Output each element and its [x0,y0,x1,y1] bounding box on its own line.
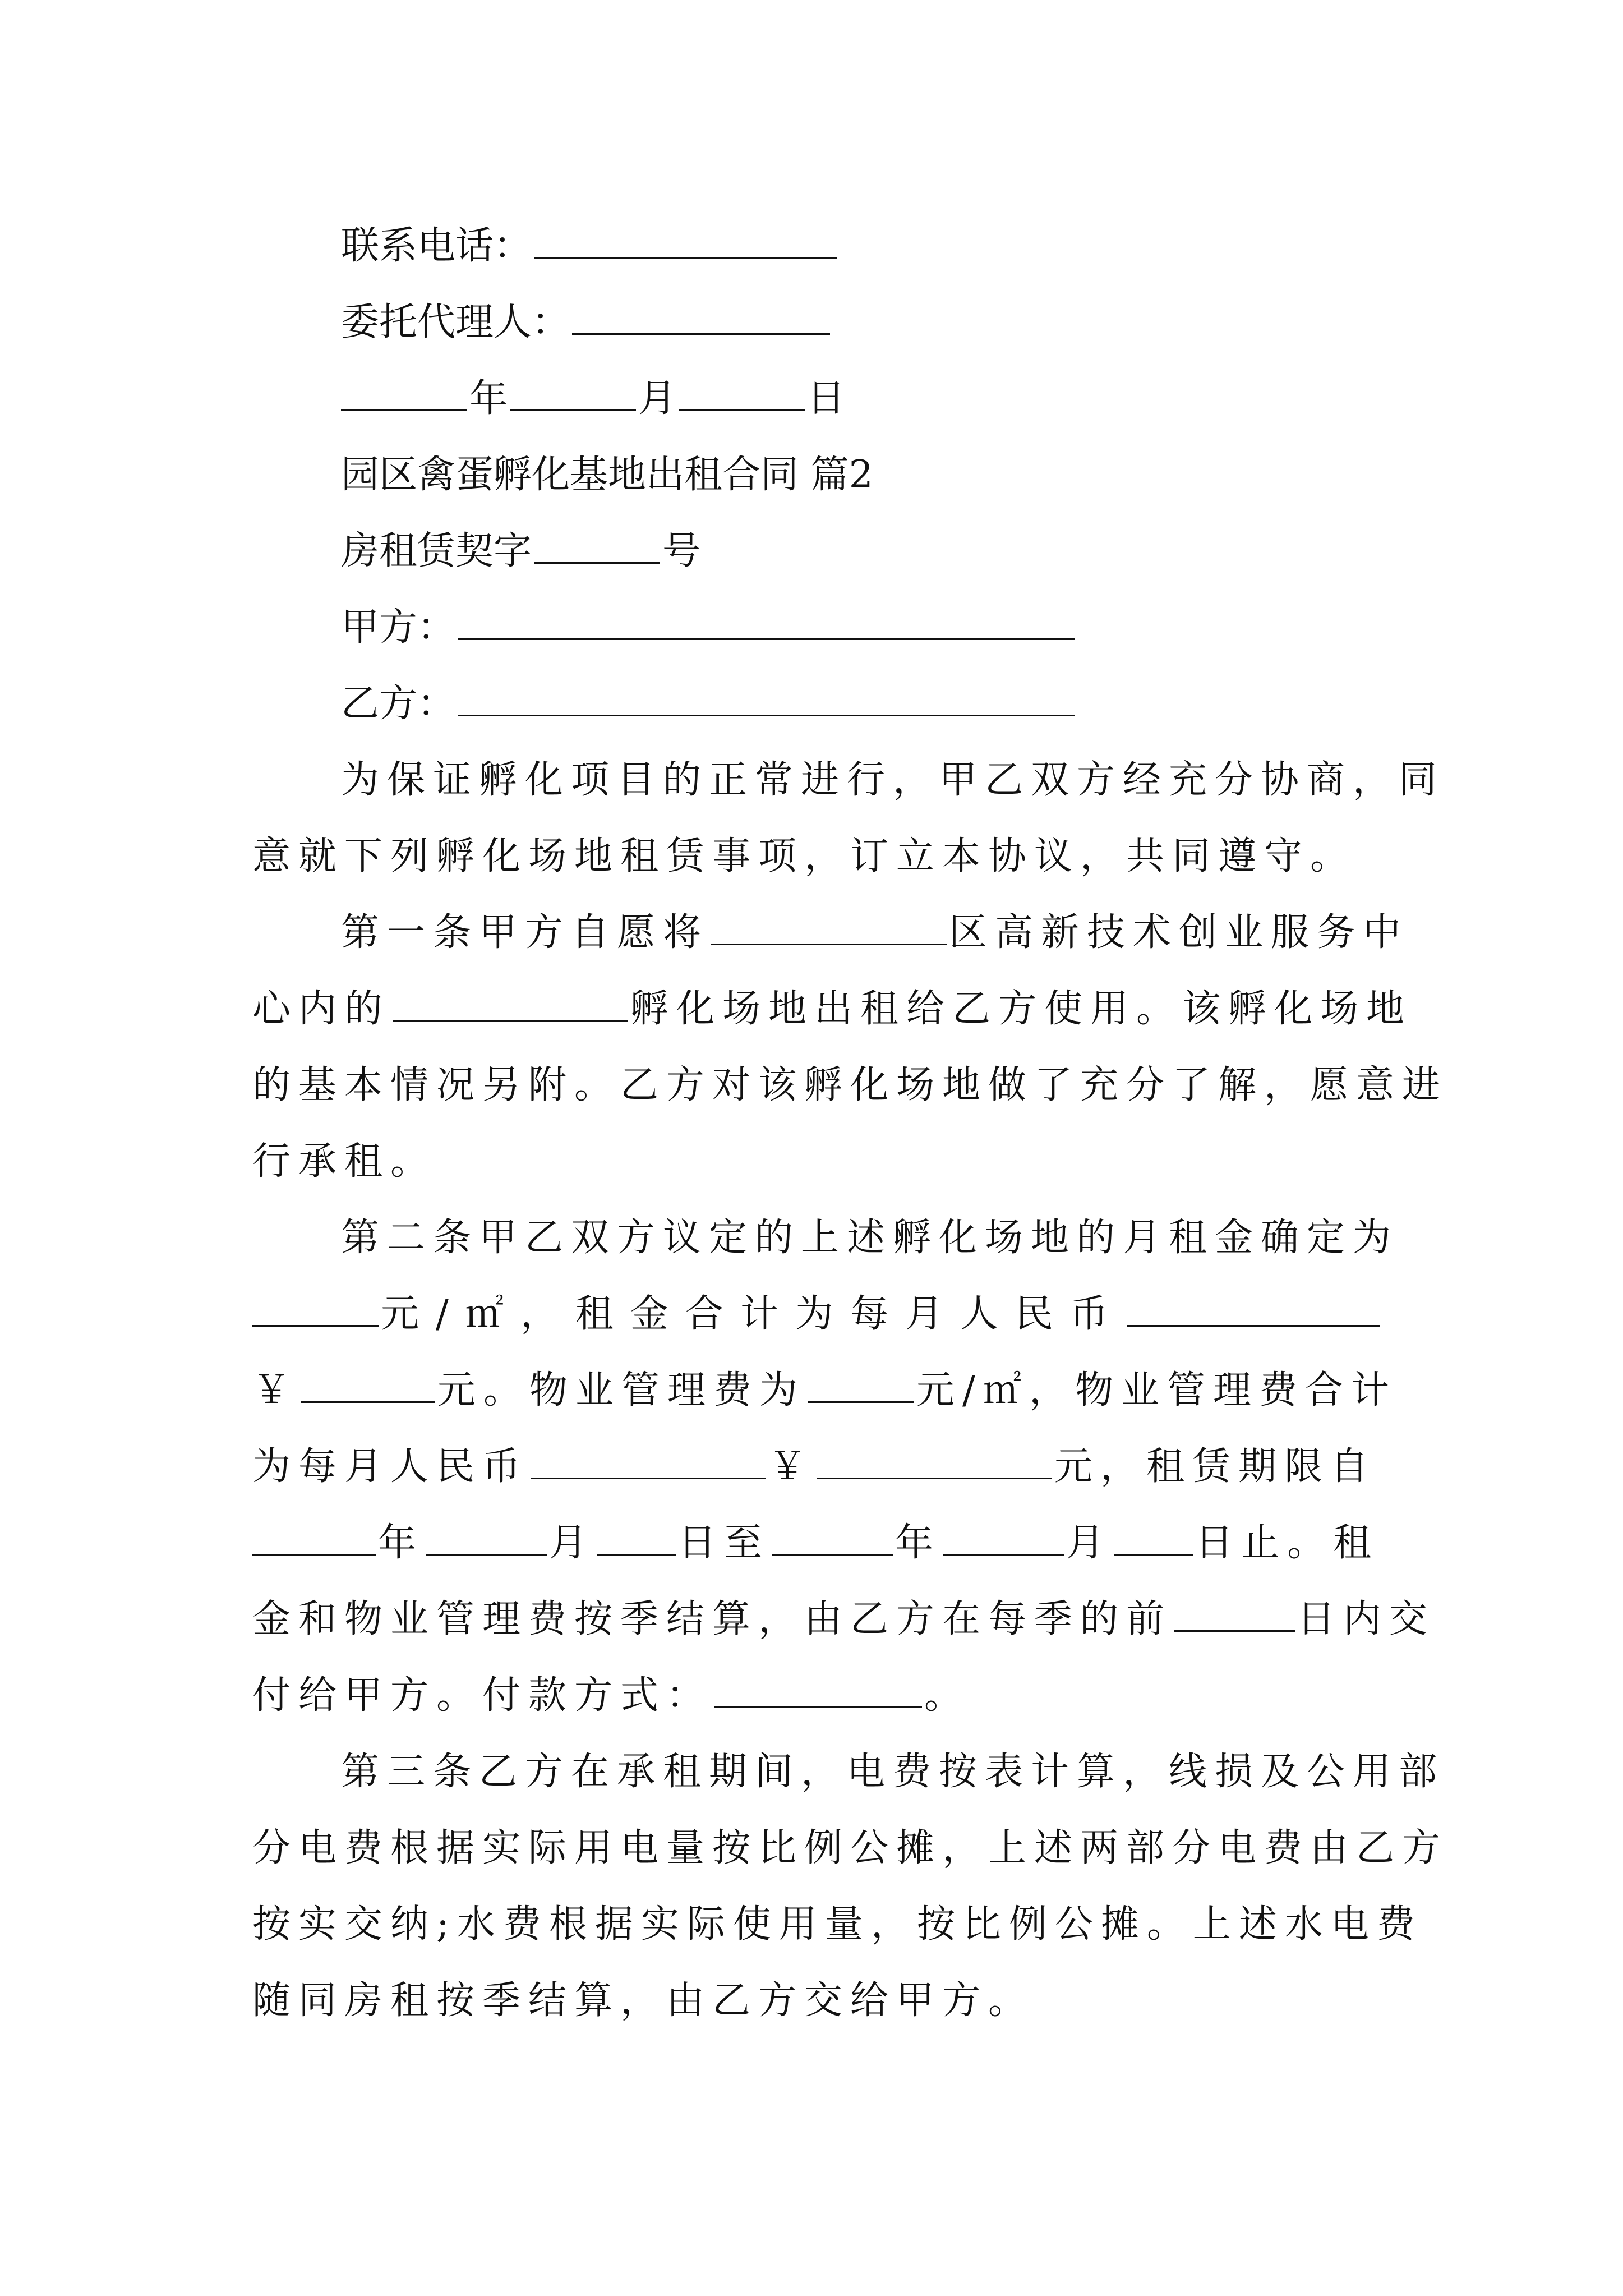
article2-text: 为每月人民币 [252,1444,529,1489]
article2-text: 日内交 [1297,1597,1436,1641]
contact-phone-line [252,208,1388,284]
date-line [252,360,1388,437]
yuan-symbol: ￥ [252,1368,299,1412]
agent-label: 委托代理人： [341,300,570,344]
rent-amount-blank [301,1370,435,1403]
article2-text: 第二条甲乙双方议定的上述孵化场地的月租金确定为 [341,1216,1399,1260]
article3-text: 随同房租按季结算，由乙方交给甲方。 [252,1978,1035,2023]
article2-text: 年 [895,1521,942,1565]
article2-text: 年 [378,1521,425,1565]
party-b-line [252,665,1388,742]
party-b-blank [458,683,1075,716]
article3-text: 第三条乙方在承租期间，电费按表计算，线损及公用部 [341,1750,1445,1794]
contract-no-blank [534,531,660,564]
start-year-blank [252,1522,376,1556]
property-fee-amount-blank [817,1446,1052,1479]
date-year: 年 [469,376,508,421]
agent-blank [572,302,830,335]
article2-text: 月 [549,1521,596,1565]
payment-method-blank [714,1675,922,1708]
contract-no-suffix: 号 [662,529,701,573]
party-a-line [252,589,1388,666]
article3-text: 分电费根据实际用电量按比例公摊，上述两部分电费由乙方 [252,1826,1449,1870]
rent-total-blank [1127,1294,1380,1327]
preamble-line-1 [252,742,1445,818]
end-month-blank [943,1522,1064,1556]
party-b-label: 乙方： [341,682,456,726]
rent-per-sqm-blank [252,1294,379,1327]
article2-text: 金和物业管理费按季结算，由乙方在每季的前 [252,1597,1173,1641]
article2-line-6 [252,1581,1436,1658]
start-day-blank [597,1522,676,1556]
article1-line-4 [252,1123,1388,1200]
end-year-blank [772,1522,893,1556]
title-text: 园区禽蛋孵化基地出租合同 篇2 [341,453,873,497]
article3-line-2 [252,1810,1449,1887]
date-month: 月 [638,376,677,421]
property-fee-total-blank [531,1446,766,1479]
contract-title [252,436,1388,513]
preamble-line-2 [252,818,1388,895]
article3-line-4 [252,1962,1388,2039]
article2-line-5 [252,1504,1388,1581]
property-fee-rate-blank [808,1370,914,1403]
month-blank [510,378,636,411]
article1-text: 区高新技术创业服务中 [949,910,1409,955]
party-a-blank [458,607,1075,640]
article1-text: 的基本情况另附。乙方对该孵化场地做了充分了解，愿意进 [252,1063,1449,1107]
article2-text: 元。物业管理费为 [437,1368,806,1412]
contract-number-line [252,513,1388,590]
start-month-blank [426,1522,547,1556]
article1-line-3 [252,1047,1449,1124]
contact-phone-label: 联系电话： [341,224,532,268]
yuan-symbol: ￥ [768,1444,815,1489]
article2-text: 元/㎡，物业管理费合计 [916,1368,1397,1412]
article2-line-2 [252,1276,1388,1352]
article2-line-4 [252,1428,1388,1505]
day-blank [679,378,805,411]
article1-line-1 [252,894,1409,971]
article1-text: 第一条甲方自愿将 [341,910,709,955]
party-a-label: 甲方： [341,605,456,650]
preamble-text-2: 意就下列孵化场地租赁事项，订立本协议，共同遵守。 [252,834,1357,878]
article3-text: 按实交纳;水费根据实际使用量，按比例公摊。上述水电费 [252,1902,1423,1947]
article2-text: 元，租赁期限自 [1054,1444,1377,1489]
article3-line-1 [252,1733,1445,1810]
article2-text: 。 [924,1673,971,1718]
year-blank [341,378,467,411]
article1-line-2 [252,970,1413,1047]
article2-text: 付给甲方。付款方式： [252,1673,713,1718]
date-day: 日 [807,376,846,421]
end-day-blank [1114,1522,1193,1556]
article2-text: 日至 [678,1521,771,1565]
site-blank [393,988,628,1022]
preamble-text-1: 为保证孵化项目的正常进行，甲乙双方经充分协商，同 [341,758,1445,802]
contract-no-prefix: 房租赁契字 [341,529,532,573]
district-blank [711,912,947,945]
contact-phone-blank [534,226,837,259]
article1-text: 孵化场地出租给乙方使用。该孵化场地 [630,987,1413,1031]
article1-text: 心内的 [252,987,391,1031]
article2-line-1 [252,1199,1399,1276]
article2-text: 月 [1066,1521,1113,1565]
article2-text: 日止。租 [1195,1521,1380,1565]
agent-line [252,284,1388,361]
article1-text: 行承租。 [252,1139,437,1184]
article2-line-3 [252,1352,1397,1429]
article2-line-7 [252,1657,1388,1734]
article2-text: 元/㎡，租金合计为每月人民币 [381,1292,1125,1336]
payment-days-blank [1174,1599,1295,1632]
article3-line-3 [252,1886,1423,1963]
